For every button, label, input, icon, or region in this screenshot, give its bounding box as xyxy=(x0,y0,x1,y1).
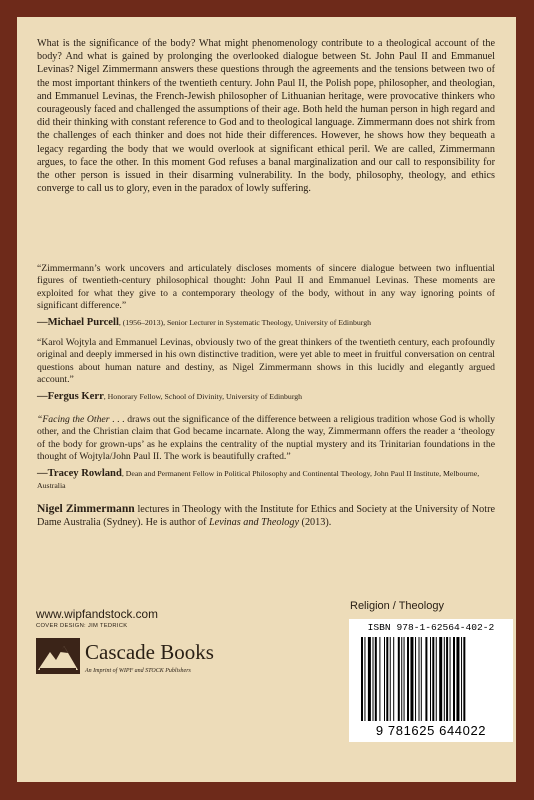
endorsement xyxy=(37,337,495,403)
barcode-digits: 9 781625 644022 xyxy=(375,723,487,738)
mountain-logo-icon xyxy=(36,638,80,674)
category-label: Religion / Theology xyxy=(350,600,444,612)
book-description: What is the significance of the body? What might phenomenology contribute to a theological account of the body? And what is gained by prolonging the overlooked dialogue between St. John Paul II and Emmanuel Levinas? Nigel Zimmermann answers these questions through the agreements and the tensions between two of the most important thinkers of the twentieth century. John Paul II, the Polish pope, philosopher, and theologian, and Emmanuel Levinas, the French-Jewish philosopher of Lithuanian heritage, were provocative thinkers who courageously faced and challenged the assumptions of their age. Both held the human person in high regard and did their thinking with constant reference to God and to theological language. Zimmermann does not shirk from the challenges of each thinker and does not hide their differences. However, he shows how they bequeath a legacy regarding the body that we would overlook at significant ethical peril. We are called, Zimmermann argues, to face the other. In this moment God refuses a banal marginalization and our call to responsibility for the other person is issued in their disarming vulnerability. In the body, philosophy, theology, and ethics converge to call us to glory, even in the paradox of lowly suffering. xyxy=(37,38,495,195)
endorsement-attribution xyxy=(37,317,495,330)
endorser-name: —Tracey Rowland xyxy=(37,467,122,479)
publisher-imprint: An Imprint of WIPF and STOCK Publishers xyxy=(85,668,191,674)
publisher-url[interactable]: www.wipfandstock.com xyxy=(36,607,158,621)
endorsement-text: “Zimmermann’s work uncovers and articulately discloses moments of sincere dialogue between two influential figures of twentieth-century philosophical thought: John Paul II and Emmanuel Levinas. These moments are exploited for what they give to a contemporary theology of the body, without in any way ignoring points of significant difference.” xyxy=(37,263,495,312)
endorser-title: , (1956–2013), Senior Lecturer in Systematic Theology, University of Edinburgh xyxy=(118,317,372,327)
endorsement-text: “Karol Wojtyla and Emmanuel Levinas, obviously two of the great thinkers of the twentieth century, each profoundly original and deeply immersed in his own distinctive tradition, were yet able to meet in fruitful conversation on central questions about human nature and destiny, as Nigel Zimmermann shows in this lucidly and elegantly argued account.” xyxy=(37,337,495,386)
author-name: Nigel Zimmermann xyxy=(37,502,135,515)
endorsement-attribution xyxy=(37,391,495,404)
endorser-title: , Dean and Permanent Fellow in Political Philosophy and Continental Theology, John Paul II Institute, Melbourne, Australia xyxy=(37,468,480,491)
publisher-name: Cascade Books xyxy=(85,640,214,664)
barcode-icon xyxy=(361,637,503,721)
barcode-panel xyxy=(349,619,513,742)
endorser-title: , Honorary Fellow, School of Divinity, University of Edinburgh xyxy=(103,391,303,401)
endorsement-attribution xyxy=(37,468,495,493)
author-book-title: Levinas and Theology xyxy=(209,517,299,529)
isbn-label: ISBN 978-1-62564-402-2 xyxy=(367,622,495,633)
endorser-name: —Fergus Kerr xyxy=(37,390,104,402)
cover-panel xyxy=(17,17,516,782)
endorser-name: —Michael Purcell xyxy=(37,316,119,328)
endorsement xyxy=(37,263,495,329)
cover-design-credit: COVER DESIGN: JIM TEDRICK xyxy=(36,623,128,629)
endorsement xyxy=(37,414,495,493)
author-bio: Nigel Zimmermann lectures in Theology with the Institute for Ethics and Society at the University of Notre Dame Australia (Sydney). He is author of Levinas and Theology (2013). xyxy=(37,502,495,529)
endorsement-text: “Facing the Other . . . draws out the significance of the difference between a religious tradition whose God is wholly other, and the Christian claim that God became incarnate. Along the way, Zimmermann offers the reader a ‘theology of the body for grown-ups’ as he explains the centrality of the nuptial mystery and its Trinitarian foundations in the thought of Wojtyla/John Paul II. The work is beautifully crafted.” xyxy=(37,414,496,463)
